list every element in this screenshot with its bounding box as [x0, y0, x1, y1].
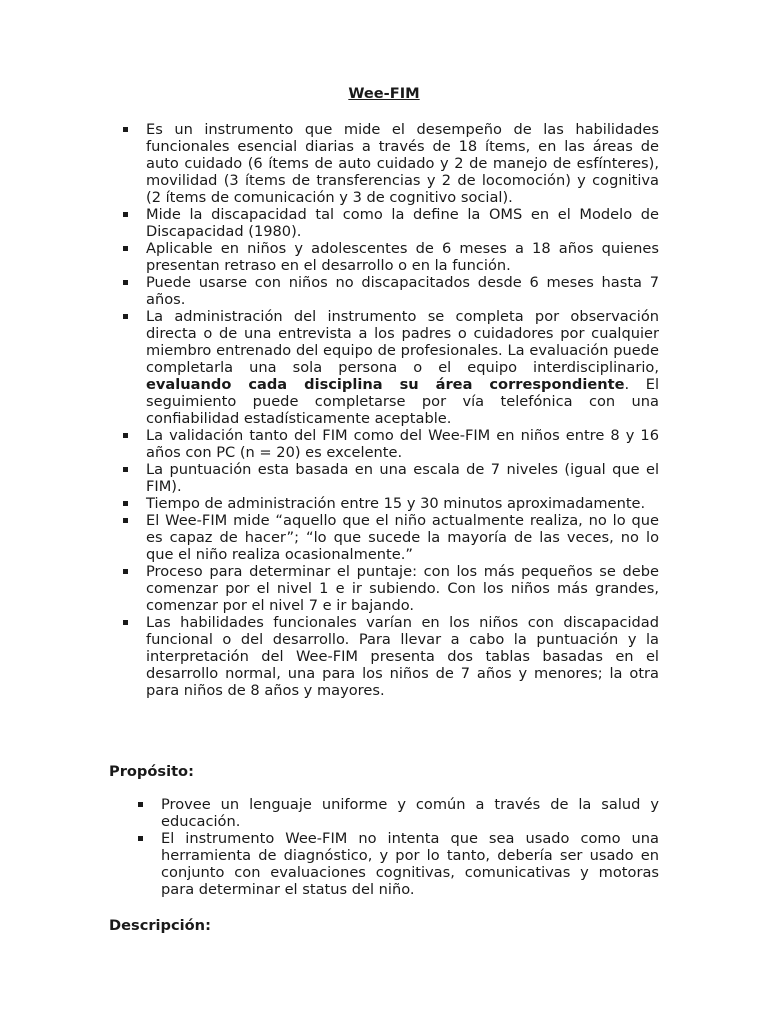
list-item-text-after: . El seguimiento puede completarse por vía telefónica con una confiabilidad estadísticamente aceptable.	[146, 376, 660, 427]
list-item-text: La validación tanto del FIM como del Wee-FIM en niños entre 8 y 16 años con PC (n = 20) es excelente.	[146, 427, 659, 461]
main-bullet-list	[121, 121, 659, 699]
list-item	[121, 461, 659, 495]
list-item-text: Las habilidades funcionales varían en los niños con discapacidad funcional o del desarrollo. Para llevar a cabo la puntuación y la interpretación del Wee-FIM presenta dos tablas basadas en el desarrollo normal, una para los niños de 7 años y menores; la otra para niños de 8 años y mayores.	[146, 614, 659, 699]
list-item-text: Tiempo de administración entre 15 y 30 minutos aproximadamente.	[146, 495, 646, 512]
square-bullet-icon	[123, 246, 128, 251]
list-item	[121, 512, 659, 563]
square-bullet-icon	[123, 127, 128, 132]
description-heading: Descripción:	[109, 917, 211, 934]
list-item-text: El instrumento Wee-FIM no intenta que sea usado como una herramienta de diagnóstico, y por lo tanto, debería ser usado en conjunto con evaluaciones cognitivas, comunicativas y motoras para determinar el status del niño.	[161, 830, 659, 898]
list-item-text: Mide la discapacidad tal como la define la OMS en el Modelo de Discapacidad (1980).	[146, 206, 659, 240]
list-item-text-bold: evaluando cada disciplina su área correspondiente	[146, 376, 625, 393]
square-bullet-icon	[138, 836, 143, 841]
list-item	[121, 563, 659, 614]
list-item	[136, 796, 659, 830]
square-bullet-icon	[123, 569, 128, 574]
square-bullet-icon	[123, 518, 128, 523]
purpose-heading: Propósito:	[109, 763, 194, 780]
square-bullet-icon	[123, 467, 128, 472]
list-item	[121, 274, 659, 308]
square-bullet-icon	[123, 280, 128, 285]
list-item-text: La puntuación esta basada en una escala de 7 niveles (igual que el FIM).	[146, 461, 659, 495]
square-bullet-icon	[123, 314, 128, 319]
list-item-text: Proceso para determinar el puntaje: con los más pequeños se debe comenzar por el nivel 1 e ir subiendo. Con los niños más grandes, comenzar por el nivel 7 e ir bajando.	[146, 563, 659, 614]
list-item	[121, 495, 659, 512]
square-bullet-icon	[123, 212, 128, 217]
list-item	[136, 830, 659, 898]
square-bullet-icon	[123, 433, 128, 438]
list-item	[121, 308, 659, 427]
list-item-text: Provee un lenguaje uniforme y común a través de la salud y educación.	[161, 796, 659, 830]
purpose-bullet-list	[136, 796, 659, 898]
list-item	[121, 614, 659, 699]
list-item-text: El Wee-FIM mide “aquello que el niño actualmente realiza, no lo que es capaz de hacer”; “lo que sucede la mayoría de las veces, no lo que el niño realiza ocasionalmente.”	[146, 512, 659, 563]
document-title: Wee-FIM	[348, 85, 420, 102]
square-bullet-icon	[123, 501, 128, 506]
list-item-text: Es un instrumento que mide el desempeño de las habilidades funcionales esencial diarias a través de 18 ítems, en las áreas de auto cuidado (6 ítems de auto cuidado y 2 de manejo de esfínteres), movilidad (3 ítems de transferencias y 2 de locomoción) y cognitiva (2 ítems de comunicación y 3 de cognitivo social).	[146, 121, 659, 206]
square-bullet-icon	[123, 620, 128, 625]
square-bullet-icon	[138, 802, 143, 807]
list-item	[121, 240, 659, 274]
list-item-text: Puede usarse con niños no discapacitados desde 6 meses hasta 7 años.	[146, 274, 659, 308]
list-item	[121, 206, 659, 240]
list-item-text-before: La administración del instrumento se completa por observación directa o de una entrevista a los padres o cuidadores por cualquier miembro entrenado del equipo de profesionales. La evaluación puede completarla una sola persona o el equipo interdisciplinario,	[146, 308, 659, 376]
list-item	[121, 427, 659, 461]
list-item	[121, 121, 659, 206]
list-item-text: Aplicable en niños y adolescentes de 6 meses a 18 años quienes presentan retraso en el desarrollo o en la función.	[146, 240, 659, 274]
